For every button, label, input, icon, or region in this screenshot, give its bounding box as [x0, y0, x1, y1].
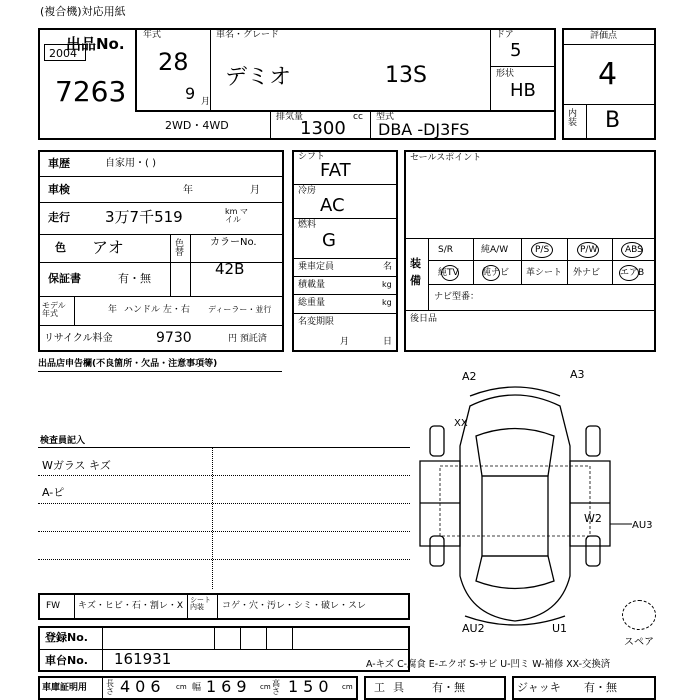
equipment-row2-item: 純TV	[438, 268, 459, 278]
navi-label: ナビ型番：	[434, 292, 480, 302]
color-label: 色	[55, 241, 66, 254]
doors-label: ドア	[496, 30, 514, 40]
equipment-row1-item: P/W	[580, 245, 598, 255]
inspection-year-unit: 年	[183, 185, 193, 196]
recycle-unit: 円 預託済	[228, 334, 267, 344]
equipment-circle-mark	[621, 242, 643, 258]
damage-mark: A3	[570, 368, 585, 381]
inspector-label: 検査員記入	[40, 436, 86, 446]
width-label: 幅	[192, 683, 202, 693]
spare-label: スペア	[624, 637, 654, 648]
equipment-circle-mark	[482, 265, 500, 281]
type-value: DBA -DJ3FS	[378, 120, 470, 139]
year-value: 28	[158, 48, 189, 76]
shape-label: 形状	[496, 69, 515, 79]
shift-value: FAT	[320, 160, 351, 181]
dealer: ディーラー・並行	[208, 305, 272, 314]
reg-label: 登録No.	[45, 631, 88, 644]
fw-cat-1: キズ・ヒビ・石・割レ・X	[78, 601, 183, 611]
car-damage-diagram	[410, 366, 670, 640]
equipment-circle-mark	[441, 265, 459, 281]
type-label: 型式	[376, 112, 395, 122]
damage-mark: U1	[552, 622, 568, 635]
interior-value: B	[605, 108, 621, 133]
fw-cat-2: シート内装	[190, 596, 211, 611]
legend: A-キズ C-腐食 E-エクボ S-サビ U-凹ミ W-補修 XX-交換済	[366, 659, 611, 670]
gross-label: 総重量	[298, 298, 326, 308]
equipment-row2-item: 外ナビ	[573, 268, 601, 278]
tools-label: 工具	[374, 681, 412, 694]
model-name: デミオ	[225, 65, 292, 90]
height-label: 高さ	[272, 679, 280, 696]
cert-label: 車庫証明用	[42, 683, 88, 693]
shape-value: HB	[510, 80, 536, 101]
inspection-label: 車検	[48, 183, 70, 196]
sales-point-label: セールスポイント	[410, 153, 482, 163]
score-label: 評価点	[590, 31, 618, 41]
model-label: 車名・グレード	[216, 30, 280, 40]
jack-label: ジャッキ	[517, 681, 561, 694]
after-install-label: 後日品	[410, 314, 438, 324]
length-value: 406	[120, 677, 166, 696]
damage-mark: AU2	[462, 622, 485, 635]
length-unit: cm	[176, 683, 187, 691]
drive-label: 2WD・4WD	[165, 119, 229, 132]
interior-label: 内装	[568, 109, 578, 128]
deadline-unit: 月日	[340, 337, 427, 347]
damage-mark: XX	[454, 418, 468, 429]
score-value: 4	[598, 57, 618, 92]
load-unit: kg	[382, 280, 392, 289]
color-code: 42B	[215, 260, 245, 278]
aircon-value: AC	[320, 195, 345, 216]
equipment-row1-item: 純A/W	[481, 245, 509, 255]
seller-notes-label: 出品店申告欄(不良箇所・欠品・注意事項等)	[38, 359, 218, 369]
height-value: 150	[288, 677, 334, 696]
color-value: アオ	[92, 238, 124, 257]
tools-value: 有・無	[432, 681, 465, 694]
fw-cat-3: コゲ・穴・汚レ・シミ・破レ・スレ	[222, 601, 367, 611]
damage-mark: W2	[584, 512, 602, 525]
displacement-unit: cc	[353, 112, 363, 122]
equipment-row1-item: P/S	[535, 245, 550, 255]
fuel-value: G	[322, 230, 336, 251]
equipment-row1-item: S/R	[438, 245, 453, 255]
equipment-circle-mark	[577, 242, 599, 258]
model-grade: 13S	[385, 63, 427, 88]
handle: ハンドル 左・右	[124, 305, 190, 315]
color-change-label: 色替	[175, 239, 185, 258]
spare-tire-icon	[622, 600, 656, 630]
chassis-value: 161931	[114, 650, 172, 668]
color-code-label: カラーNo.	[210, 237, 257, 248]
mileage-value: 3万7千519	[105, 208, 183, 226]
height-unit: cm	[342, 683, 353, 691]
mileage-unit: km マイル	[225, 207, 248, 224]
fuel-label: 燃料	[298, 220, 317, 230]
mileage-label: 走行	[48, 211, 70, 224]
equipment-row2-item: 純ナビ	[482, 268, 510, 278]
shift-label: シフト	[298, 152, 326, 162]
damage-mark: A2	[462, 370, 477, 383]
warranty-label: 保証書	[48, 272, 81, 285]
doors-value: 5	[510, 40, 522, 61]
history-value: 自家用・( )	[105, 158, 156, 169]
lot-label: 出品No.	[66, 35, 125, 53]
inspector-note-2: A-ピ	[42, 486, 65, 499]
aircon-label: 冷房	[298, 186, 317, 196]
recycle-value: 9730	[156, 330, 192, 346]
model-year-unit: 年	[108, 305, 118, 315]
year-month: 9	[185, 84, 196, 103]
fw-label: FW	[46, 601, 61, 611]
year-label: 年式	[143, 30, 162, 40]
header-text: (複合機)対応用紙	[40, 5, 126, 18]
deadline-label: 名変期限	[298, 317, 335, 327]
model-year-label: モデル年式	[42, 301, 66, 318]
width-value: 169	[206, 677, 252, 696]
history-label: 車歴	[48, 157, 70, 170]
length-label: 長さ	[106, 679, 114, 696]
chassis-label: 車台No.	[45, 654, 88, 667]
warranty-value: 有・無	[118, 272, 151, 285]
equipment-label: 装備	[410, 257, 421, 287]
lot-number: 7263	[55, 75, 127, 108]
inspection-month-unit: 月	[250, 185, 260, 196]
gross-unit: kg	[382, 298, 392, 307]
displacement-value: 1300	[300, 118, 346, 139]
width-unit: cm	[260, 683, 271, 691]
displacement-label: 排気量	[276, 112, 304, 122]
recycle-label: リサイクル料金	[44, 333, 113, 344]
capacity-unit: 名	[383, 262, 393, 272]
year-month-unit: 月	[201, 97, 211, 107]
equipment-row1-item: ABS	[625, 245, 643, 255]
capacity-label: 乗車定員	[298, 262, 335, 272]
equipment-circle-mark	[619, 265, 639, 281]
load-label: 積載量	[298, 280, 326, 290]
lot-year-tag: 2004	[49, 47, 77, 60]
inspector-note-1: Wガラス キズ	[42, 459, 111, 472]
jack-value: 有・無	[584, 681, 617, 694]
equipment-row2-item: 革シート	[526, 268, 563, 278]
equipment-row2-item: エアB	[620, 268, 645, 278]
equipment-circle-mark	[531, 242, 553, 258]
damage-mark: AU3	[632, 520, 653, 531]
